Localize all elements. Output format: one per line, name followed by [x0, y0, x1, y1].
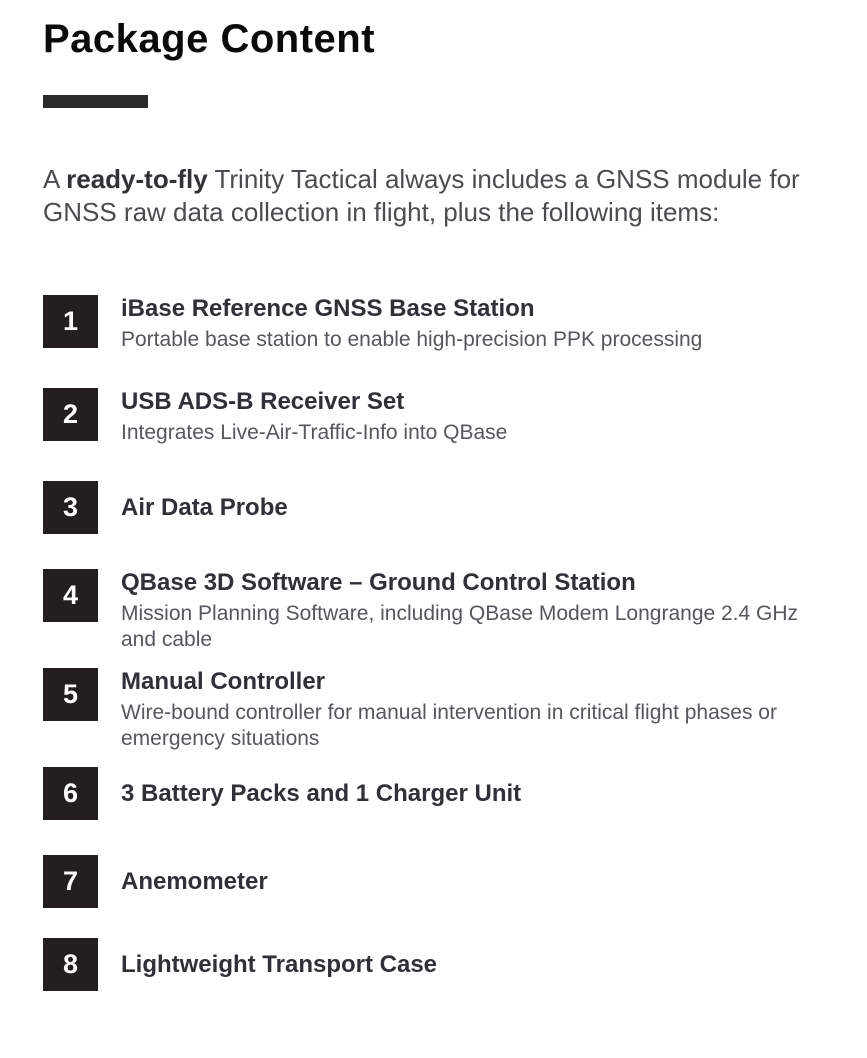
item-title: Manual Controller [121, 668, 326, 695]
intro-bold-phrase: ready-to-fly [66, 164, 208, 194]
list-item-transport-case [43, 938, 827, 991]
item-number-badge: 2 [43, 388, 98, 441]
item-title: Anemometer [121, 867, 268, 895]
intro-paragraph [43, 163, 825, 229]
item-description: Portable base station to enable high-precision PPK processing [121, 328, 703, 351]
item-content [121, 767, 521, 820]
item-title: USB ADS-B Receiver Set [121, 388, 405, 415]
item-title: Air Data Probe [121, 493, 288, 521]
list-item-air-data-probe [43, 481, 827, 534]
item-title: Lightweight Transport Case [121, 950, 438, 978]
item-title: 3 Battery Packs and 1 Charger Unit [121, 779, 522, 807]
item-content [121, 668, 821, 752]
item-title: QBase 3D Software – Ground Control Station [121, 569, 636, 596]
item-number-badge: 6 [43, 767, 98, 820]
item-content [121, 295, 702, 353]
list-item-battery-packs-charger [43, 767, 827, 820]
accent-bar [43, 95, 148, 108]
page-title: Package Content [43, 17, 376, 61]
item-content [121, 855, 268, 908]
item-content [121, 569, 821, 653]
item-description: Mission Planning Software, including QBase Modem Longrange 2.4 GHz and cable [121, 602, 799, 651]
item-content [121, 938, 437, 991]
intro-prefix: A [43, 164, 67, 194]
item-number-badge: 5 [43, 668, 98, 721]
item-number-badge: 4 [43, 569, 98, 622]
list-item-manual-controller [43, 668, 827, 752]
item-description: Wire-bound controller for manual intervention in critical flight phases or emergency situations [121, 701, 777, 750]
item-number-badge: 8 [43, 938, 98, 991]
intro-rest: Trinity Tactical always includes a GNSS module for GNSS raw data collection in flight, plus the following items: [43, 164, 800, 227]
list-item-qbase-3d-software [43, 569, 827, 653]
item-number-badge: 3 [43, 481, 98, 534]
list-item-ibase-base-station [43, 295, 827, 353]
list-item-usb-adsb-receiver [43, 388, 827, 446]
item-description: Integrates Live-Air-Traffic-Info into QBase [121, 421, 508, 444]
item-title: iBase Reference GNSS Base Station [121, 295, 535, 322]
item-content [121, 481, 288, 534]
package-items-list [43, 295, 827, 991]
item-number-badge: 7 [43, 855, 98, 908]
item-content [121, 388, 507, 446]
list-item-anemometer [43, 855, 827, 908]
item-number-badge: 1 [43, 295, 98, 348]
